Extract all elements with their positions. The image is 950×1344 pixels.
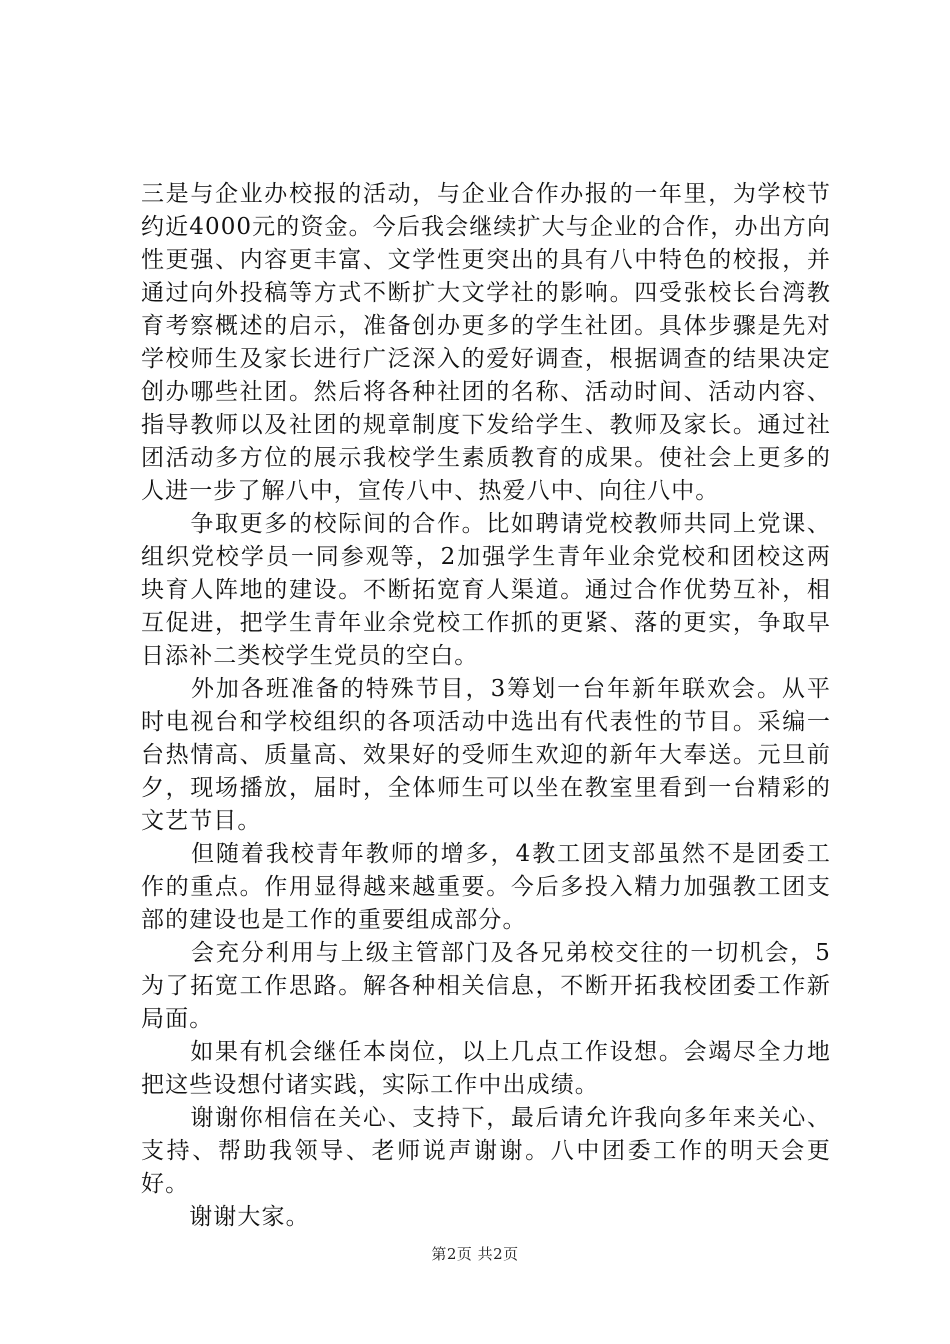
paragraph: 但随着我校青年教师的增多，4教工团支部虽然不是团委工作的重点。作用显得越来越重要。今后多投入精力加强教工团支部的建设也是工作的重要组成部分。 bbox=[141, 841, 831, 933]
document-body bbox=[141, 178, 831, 1234]
paragraph: 谢谢你相信在关心、支持下，最后请允许我向多年来关心、支持、帮助我领导、老师说声谢谢。八中团委工作的明天会更好。 bbox=[141, 1105, 831, 1197]
page-number: 第2页 共2页 bbox=[431, 1245, 519, 1263]
paragraph: 谢谢大家。 bbox=[141, 1204, 310, 1230]
paragraph: 外加各班准备的特殊节目，3筹划一台年新年联欢会。从平时电视台和学校组织的各项活动中选出有代表性的节目。采编一台热情高、质量高、效果好的受师生欢迎的新年大奉送。元旦前夕，现场播放，届时，全体师生可以坐在教室里看到一台精彩的文艺节目。 bbox=[141, 676, 831, 834]
paragraph: 三是与企业办校报的活动，与企业合作办报的一年里，为学校节约近4000元的资金。今后我会继续扩大与企业的合作，办出方向性更强、内容更丰富、文学性更突出的具有八中特色的校报，并通过向外投稿等方式不断扩大文学社的影响。四受张校长台湾教育考察概述的启示，准备创办更多的学生社团。具体步骤是先对学校师生及家长进行广泛深入的爱好调查，根据调查的结果决定创办哪些社团。然后将各种社团的名称、活动时间、活动内容、指导教师以及社团的规章制度下发给学生、教师及家长。通过社团活动多方位的展示我校学生素质教育的成果。使社会上更多的人进一步了解八中，宣传八中、热爱八中、向往八中。 bbox=[141, 181, 831, 504]
paragraph: 会充分利用与上级主管部门及各兄弟校交往的一切机会，5为了拓宽工作思路。解各种相关信息，不断开拓我校团委工作新局面。 bbox=[141, 940, 831, 1032]
page-footer bbox=[0, 1244, 950, 1264]
paragraph: 争取更多的校际间的合作。比如聘请党校教师共同上党课、组织党校学员一同参观等，2加强学生青年业余党校和团校这两块育人阵地的建设。不断拓宽育人渠道。通过合作优势互补，相互促进，把学生青年业余党校工作抓的更紧、落的更实，争取早日添补二类校学生党员的空白。 bbox=[141, 511, 831, 669]
paragraph: 如果有机会继任本岗位，以上几点工作设想。会竭尽全力地把这些设想付诸实践，实际工作中出成绩。 bbox=[141, 1039, 831, 1098]
